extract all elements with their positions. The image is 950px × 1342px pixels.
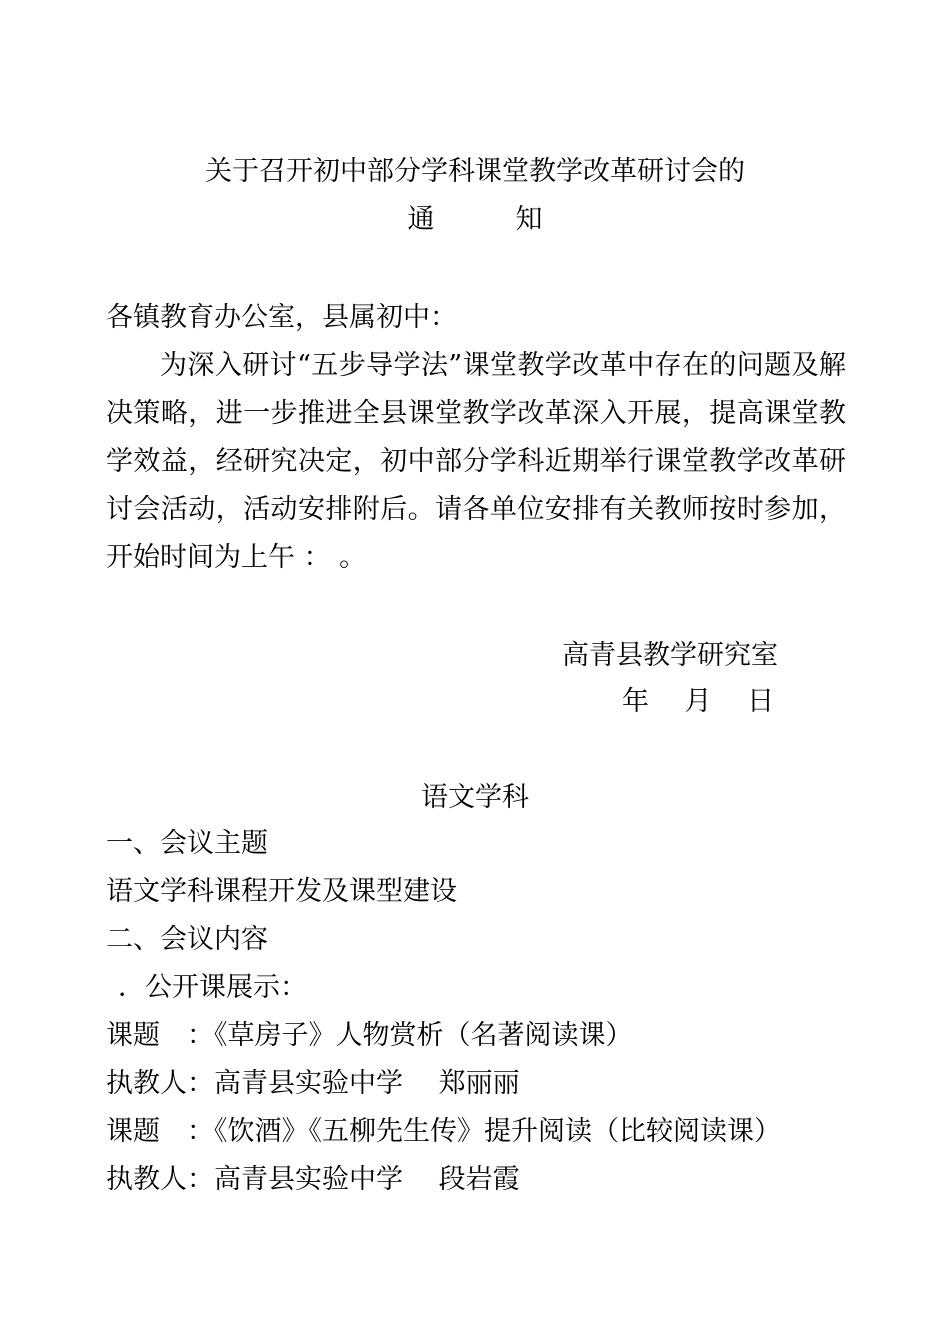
issue-date: 年 月 日 xyxy=(622,686,775,717)
lesson2-teacher: 执教人：高青县实验中学 段岩霞 xyxy=(106,1164,520,1195)
item-1: ．公开课展示： xyxy=(118,972,307,1003)
section1-text: 语文学科课程开发及课型建设 xyxy=(106,876,457,907)
salutation: 各镇教育办公室，县属初中： xyxy=(106,302,457,333)
section1-heading: 一、会议主题 xyxy=(106,828,268,859)
subject-title: 语文学科 xyxy=(421,782,529,813)
lesson1-teacher: 执教人：高青县实验中学 郑丽丽 xyxy=(106,1068,520,1099)
notice-title-line-2: 通 知 xyxy=(407,204,543,235)
notice-body: 为深入研讨“五步导学法”课堂教学改革中存在的问题及解决策略，进一步推进全县课堂教学改革深入开展，提高课堂教学效益，经研究决定，初中部分学科近期举行课堂教学改革研讨会活动，活动安排附后。请各单位安排有关教师按时参加，开始时间为上午 ： 。 xyxy=(106,350,846,573)
lesson1-topic: 课题 ：《草房子》人物赏析（名著阅读课） xyxy=(106,1020,633,1051)
section2-heading: 二、会议内容 xyxy=(106,924,268,955)
issuer: 高青县教学研究室 xyxy=(562,640,778,671)
notice-title-line-1: 关于召开初中部分学科课堂教学改革研讨会的 xyxy=(205,156,745,187)
lesson2-topic: 课题 ：《饮酒》《五柳先生传》提升阅读（比较阅读课） xyxy=(106,1116,781,1147)
